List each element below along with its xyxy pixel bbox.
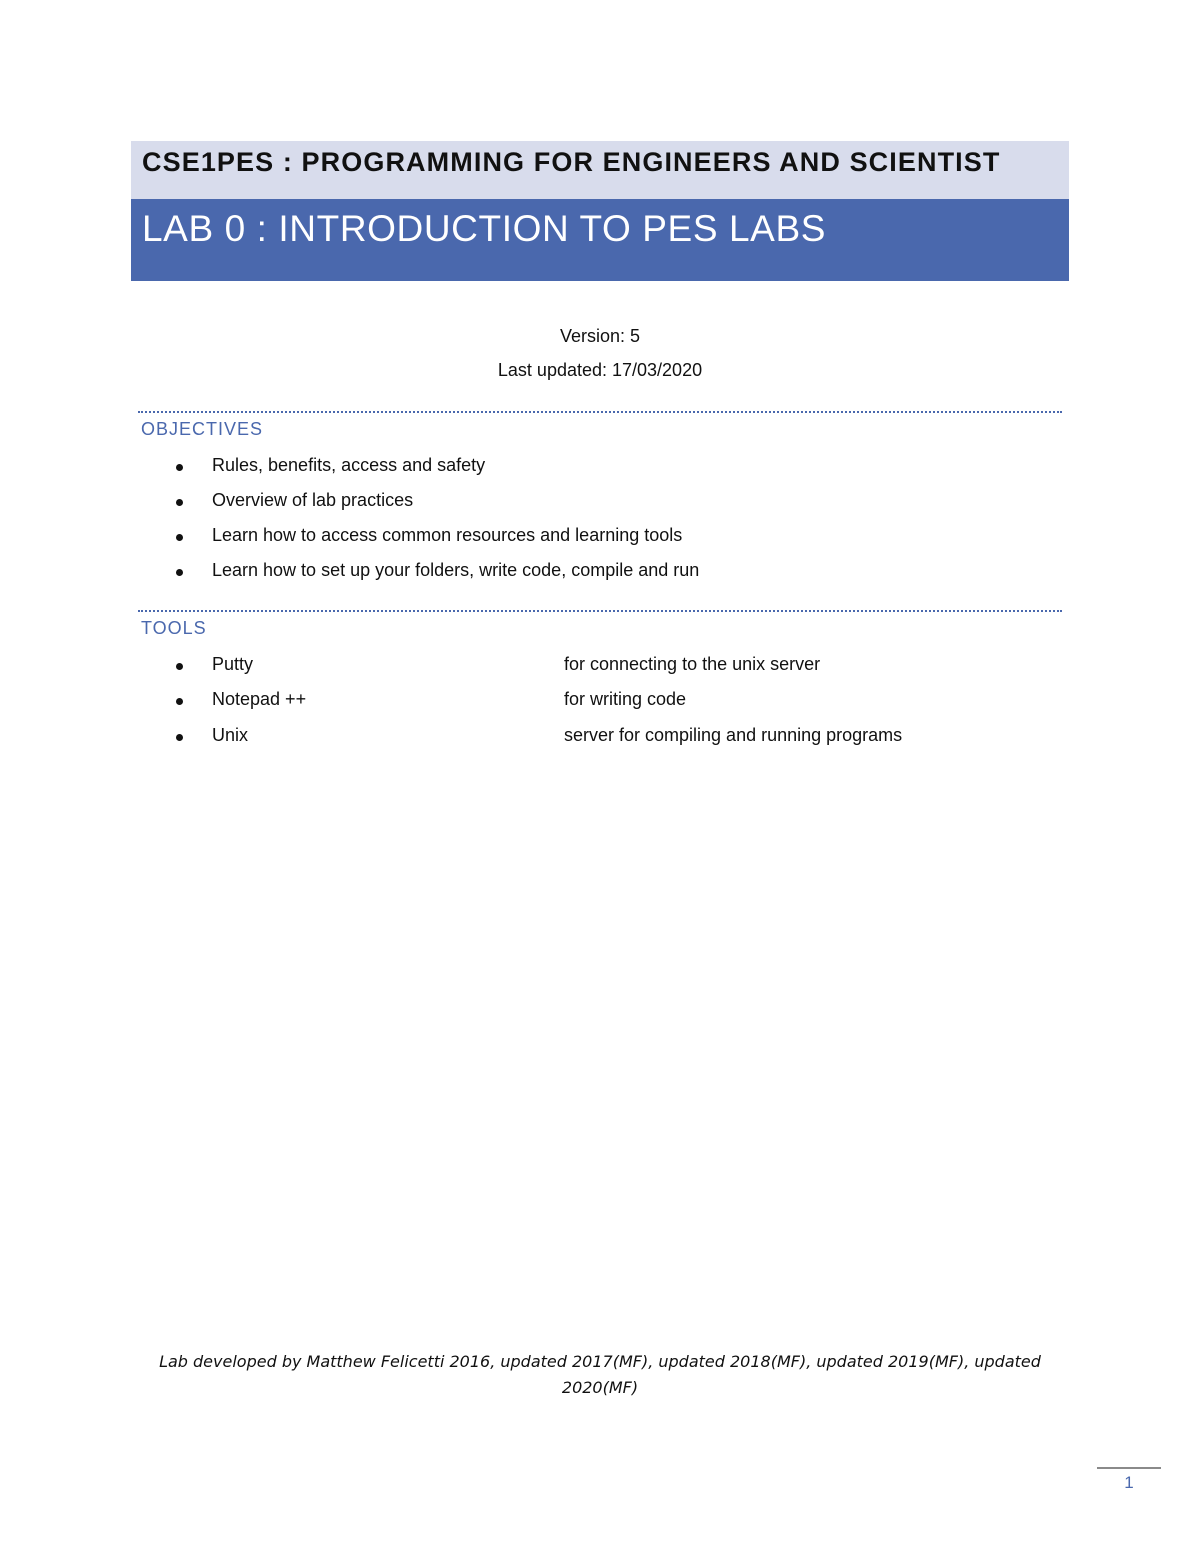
objective-item xyxy=(0,490,1200,514)
tool-name: Notepad ++ xyxy=(212,689,307,709)
tool-name: Putty xyxy=(212,654,254,674)
tool-item xyxy=(0,725,1200,749)
objective-item xyxy=(0,525,1200,549)
tool-description: for writing code xyxy=(564,689,687,709)
bullet-icon xyxy=(176,464,183,471)
tools-heading: TOOLS xyxy=(141,618,207,638)
page-number: 1 xyxy=(1124,1473,1134,1492)
version-text: Version: 5 xyxy=(559,326,641,346)
objective-item xyxy=(0,560,1200,584)
bullet-icon xyxy=(176,734,183,741)
last-updated-text: Last updated: 17/03/2020 xyxy=(497,360,703,380)
bullet-icon xyxy=(176,499,183,506)
objective-text: Learn how to set up your folders, write code, compile and run xyxy=(212,560,700,580)
course-title: CSE1PES : PROGRAMMING FOR ENGINEERS AND SCIENTIST xyxy=(142,147,1001,177)
credit-line: 2020(MF) xyxy=(561,1378,639,1397)
objectives-divider xyxy=(138,411,1062,413)
bullet-icon xyxy=(176,569,183,576)
lab-title: LAB 0 : INTRODUCTION TO PES LABS xyxy=(142,208,827,249)
tool-name: Unix xyxy=(212,725,249,745)
tool-item xyxy=(0,689,1200,713)
tool-description: server for compiling and running programs xyxy=(564,725,903,745)
credit-footnote xyxy=(140,1349,1060,1401)
bullet-icon xyxy=(176,698,183,705)
objectives-heading: OBJECTIVES xyxy=(141,419,264,439)
tool-item xyxy=(0,654,1200,678)
credit-line: Lab developed by Matthew Felicetti 2016, updated 2017(MF), updated 2018(MF), updated 2019(MF), updated xyxy=(159,1352,1041,1371)
objective-text: Overview of lab practices xyxy=(212,490,414,510)
objective-text: Learn how to access common resources and learning tools xyxy=(212,525,683,545)
bullet-icon xyxy=(176,663,183,670)
objective-text: Rules, benefits, access and safety xyxy=(212,455,486,475)
page-number-rule xyxy=(1097,1467,1161,1469)
tool-description: for connecting to the unix server xyxy=(564,654,821,674)
objective-item xyxy=(0,455,1200,479)
bullet-icon xyxy=(176,534,183,541)
tools-divider xyxy=(138,610,1062,612)
